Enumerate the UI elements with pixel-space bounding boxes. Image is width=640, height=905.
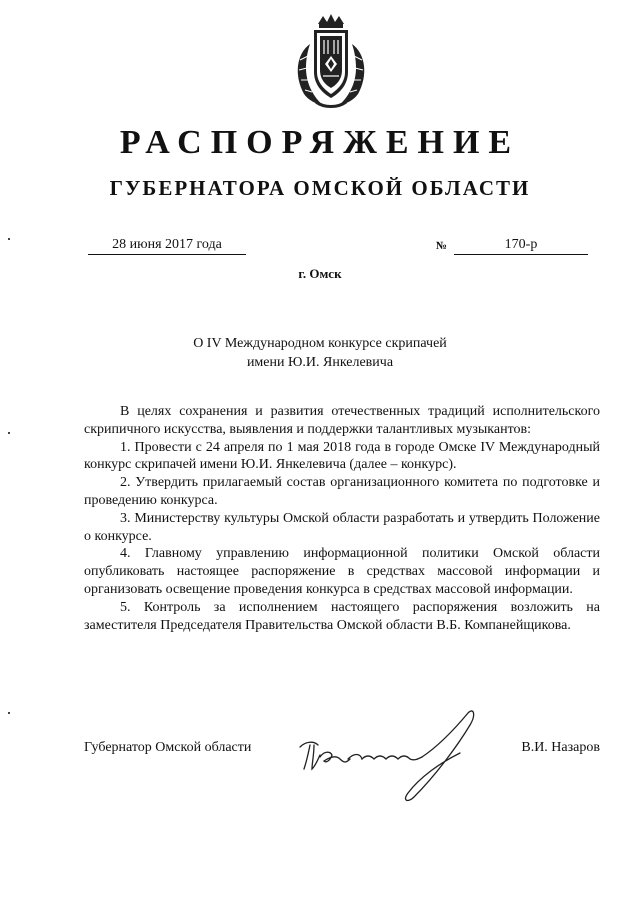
document-type-title: РАСПОРЯЖЕНИЕ <box>119 124 521 161</box>
body-paragraph-2: 2. Утвердить прилагаемый состав организационного комитета по подготовке и проведению конкурса. <box>84 475 600 508</box>
document-date: 28 июня 2017 года <box>88 237 246 255</box>
document-subject <box>0 334 640 372</box>
body-paragraph-3: 3. Министерству культуры Омской области разработать и утвердить Положение о конкурсе. <box>84 510 600 544</box>
body-paragraph-preamble: В целях сохранения и развития отечественных традиций исполнительского скрипичного искусства, выявления и поддержки талантливых музыкантов: <box>84 404 600 437</box>
body-paragraph-4: 4. Главному управлению информационной политики Омской области опубликовать настоящее распоряжение в средствах массовой информации и организовать освещение проведения конкурса в средствах массовой информации. <box>84 546 600 597</box>
issue-city: г. Омск <box>298 266 342 281</box>
number-label: № <box>436 240 448 252</box>
scan-mark <box>8 712 10 714</box>
body-paragraph-1: 1. Провести с 24 апреля по 1 мая 2018 года в городе Омске IV Международный конкурс скрипачей имени Ю.И. Янкелевича (далее – конкурс). <box>84 439 600 473</box>
document-number: 170-р <box>454 237 588 255</box>
signatory-name: В.И. Назаров <box>521 740 600 755</box>
subject-line-2: имени Ю.И. Янкелевича <box>246 355 394 370</box>
scan-mark <box>8 432 10 434</box>
scan-mark <box>8 238 10 240</box>
issuer-title: ГУБЕРНАТОРА ОМСКОЙ ОБЛАСТИ <box>109 176 531 200</box>
body-paragraph-5: 5. Контроль за исполнением настоящего распоряжения возложить на заместителя Председателя Правительства Омской области В.Б. Компанейщикова. <box>84 599 600 633</box>
coat-of-arms-icon <box>290 14 372 110</box>
subject-line-1: О IV Международном конкурсе скрипачей <box>193 336 447 351</box>
signatory-position: Губернатор Омской области <box>84 740 252 755</box>
handwritten-signature <box>290 705 490 805</box>
document-body <box>84 403 600 634</box>
